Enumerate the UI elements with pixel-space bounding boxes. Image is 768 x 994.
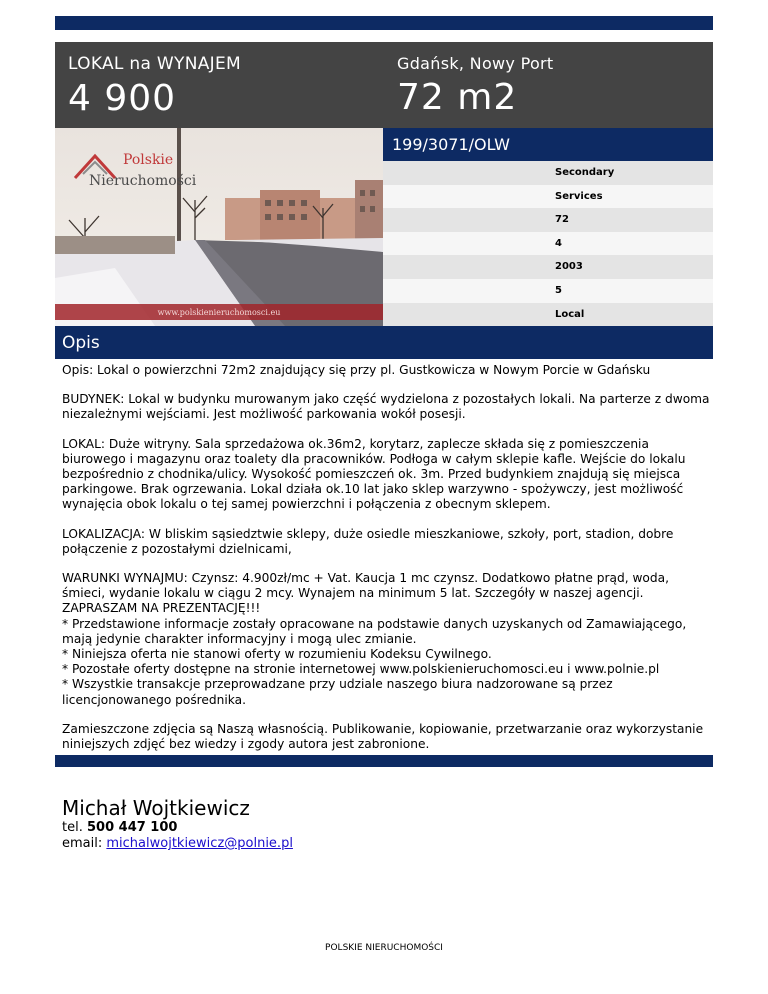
reference-bar <box>383 128 713 161</box>
listing-location: Gdańsk, Nowy Port <box>397 54 554 73</box>
parameters-list <box>383 161 713 326</box>
listing-area: 72 m2 <box>397 77 518 118</box>
separator-bar <box>55 755 713 767</box>
section-title-bar <box>55 326 713 359</box>
listing-type: LOKAL na WYNAJEM <box>68 54 241 74</box>
email-label: email: <box>62 836 103 851</box>
svg-text:Nieruchomości: Nieruchomości <box>89 173 197 189</box>
reference-number: 199/3071/OLW <box>392 135 510 154</box>
listing-price: 4 900 <box>68 78 177 119</box>
email-line <box>62 836 293 852</box>
top-bar <box>55 16 713 30</box>
param-market: Secondary <box>383 161 713 185</box>
description-paragraph: LOKAL: Duże witryny. Sala sprzedażowa ok.36m2, korytarz, zaplecze składa się z pomieszczenia biurowego i magazynu oraz toalety dla pracowników. Podłoga w całym sklepie kafle. Wejście do lokalu bezpośrednio z chodnika/ulicy. Wysokość pomieszczeń ok. 3m. Przed budynkiem znajdują się miejsca parkingowe. Brak ogrzewania. Lokal działa ok.10 lat jako sklep warzywno - spożywczy, jest możliwość wynajęcia obok lokalu o tej samej powierzchni i połączenia z obecnym sklepem. <box>62 436 686 512</box>
description-paragraph: LOKALIZACJA: W bliskim sąsiedztwie sklepy, duże osiedle mieszkaniowe, szkoły, port, stadion, dobre połączenie z pozostałymi dzielnicami, <box>62 526 674 556</box>
description-paragraph: Zamieszczone zdjęcia są Naszą własnością. Publikowanie, kopiowanie, przetwarzanie oraz wykorzystanie niniejszych zdjęć bez wiedzy i zgody autora jest zabronione. <box>62 721 704 752</box>
agent-name: Michał Wojtkiewicz <box>62 796 250 820</box>
contact-block <box>62 796 293 852</box>
param-floors: 5 <box>383 279 713 303</box>
param-year: 2003 <box>383 255 713 279</box>
description-paragraph: WARUNKI WYNAJMU: Czynsz: 4.900zł/mc + Vat. Kaucja 1 mc czynsz. Dodatkowo płatne prąd, woda, śmieci, wydanie lokalu w ciągu 2 mcy. Wynajem na minimum 5 lat. Szczegóły w naszej agencji. ZAPRASZAM NA PREZENTACJĘ!!! * Przedstawione informacje zostały opracowane na podstawie danych uzyskanych od Zamawiającego, mają jedynie charakter informacyjny i mogą ulec zmianie. * Niniejsza oferta nie stanowi oferty w rozumieniu Kodeksu Cywilnego. * Pozostałe oferty dostępne na stronie internetowej www.polskienieruchomosci.eu i www.polnie.pl * Wszystkie transakcje przeprowadzane przy udziale naszego biura nadzorowane są przez licencjonowanego pośrednika. <box>62 571 687 707</box>
photo-watermark: www.polskienieruchomosci.eu <box>157 308 281 317</box>
footer-text: POLSKIE NIERUCHOMOŚCI <box>325 943 443 953</box>
svg-text:Polskie: Polskie <box>123 152 174 168</box>
property-photo[interactable] <box>55 128 383 326</box>
email-link[interactable]: michalwojtkiewicz@polnie.pl <box>106 836 293 851</box>
description-paragraph: Opis: Lokal o powierzchni 72m2 znajdujący się przy pl. Gustkowicza w Nowym Porcie w Gdańsku <box>62 363 651 377</box>
listing-header <box>55 42 713 128</box>
section-title: Opis <box>62 333 100 353</box>
param-category: Services <box>383 185 713 209</box>
phone-label: tel. <box>62 820 83 835</box>
phone-number: 500 447 100 <box>86 820 178 835</box>
param-rooms: 4 <box>383 232 713 256</box>
phone-line <box>62 820 293 836</box>
description <box>62 363 710 766</box>
param-area: 72 <box>383 208 713 232</box>
param-type: Local <box>383 303 713 327</box>
description-paragraph: BUDYNEK: Lokal w budynku murowanym jako część wydzielona z pozostałych lokali. Na parterze z dwoma niezależnymi wejściami. Jest możliwość parkowania wokół posesji. <box>62 392 710 422</box>
